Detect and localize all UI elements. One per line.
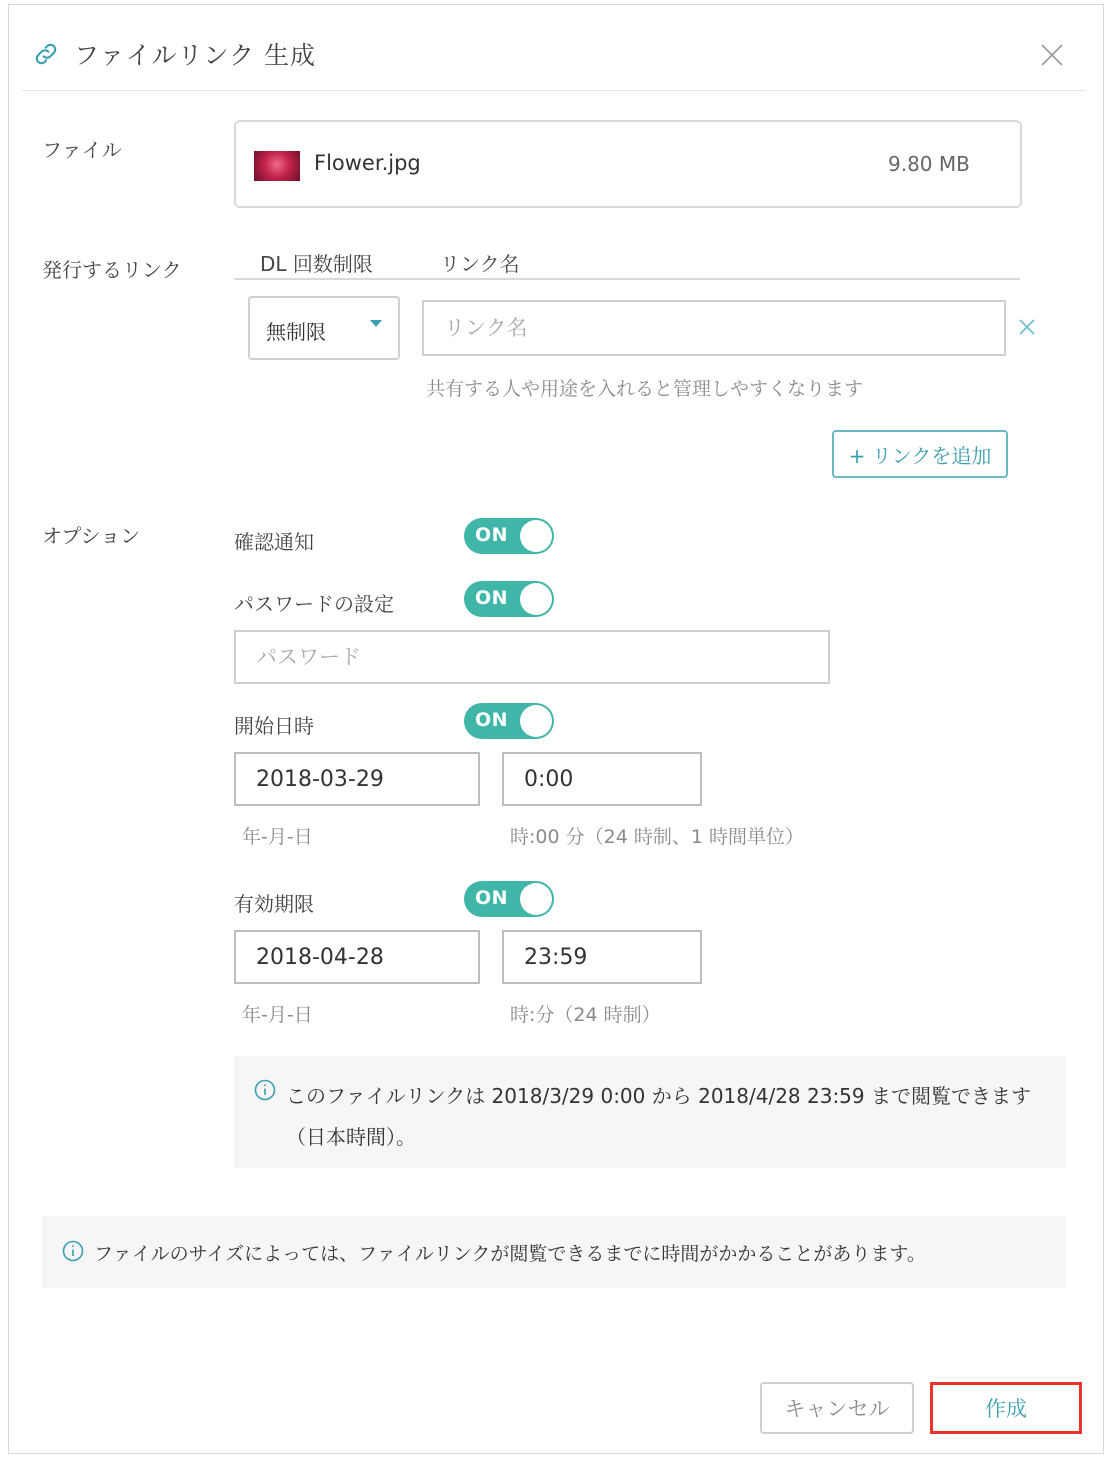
expiry-date-input[interactable] [234,930,480,984]
start-time-input[interactable] [502,752,702,806]
password-input[interactable] [234,630,830,684]
period-summary-text: このファイルリンクは 2018/3/29 0:00 から 2018/4/28 23:59 まで閲覧できます（日本時間）。 [286,1084,1031,1149]
file-thumbnail [254,151,300,181]
toggle-knob [520,583,552,615]
toggle-knob [520,520,552,552]
link-name-input[interactable] [422,300,1006,356]
start-date-input[interactable] [234,752,480,806]
info-icon [62,1240,84,1262]
toggle-knob [520,705,552,737]
password-toggle[interactable] [464,581,554,617]
expiry-label: 有効期限 [234,892,314,916]
toggle-on-text: ON [475,524,509,546]
expiry-time-hint: 時:分（24 時制） [510,1004,661,1026]
links-label: 発行するリンク [42,258,182,282]
password-label: パスワードの設定 [234,592,394,616]
add-link-button[interactable]: + リンクを追加 [832,430,1008,478]
toggle-knob [520,883,552,915]
create-button[interactable]: 作成 [930,1382,1082,1434]
header-divider [22,90,1086,91]
file-name: Flower.jpg [314,151,421,175]
toggle-on-text: ON [475,887,509,909]
info-icon [254,1079,276,1101]
size-notice-text: ファイルのサイズによっては、ファイルリンクが閲覧できるまでに時間がかかることがあります。 [94,1243,926,1265]
start-datetime-label: 開始日時 [234,714,314,738]
options-label: オプション [42,524,141,548]
expiry-toggle[interactable] [464,881,554,917]
col-dl-limit: DL 回数制限 [260,252,373,276]
dl-limit-value: 無制限 [266,320,326,344]
file-size: 9.80 MB [888,152,970,176]
links-header-divider [234,278,1020,280]
chevron-down-icon [370,320,382,327]
toggle-on-text: ON [475,709,509,731]
start-date-hint: 年-月-日 [242,826,313,848]
close-icon[interactable] [1040,43,1064,67]
cancel-button[interactable]: キャンセル [760,1382,914,1434]
toggle-on-text: ON [475,587,509,609]
expiry-time-input[interactable] [502,930,702,984]
confirm-notification-label: 確認通知 [234,530,314,554]
link-name-hint: 共有する人や用途を入れると管理しやすくなります [426,378,864,400]
expiry-date-hint: 年-月-日 [242,1004,313,1026]
dialog-title: ファイルリンク 生成 [74,41,316,70]
file-label: ファイル [42,138,122,162]
confirm-notification-toggle[interactable] [464,518,554,554]
link-icon [32,40,60,68]
remove-link-icon[interactable] [1018,318,1036,336]
start-datetime-toggle[interactable] [464,703,554,739]
start-time-hint: 時:00 分（24 時制、1 時間単位） [510,826,804,848]
col-link-name: リンク名 [440,252,520,276]
